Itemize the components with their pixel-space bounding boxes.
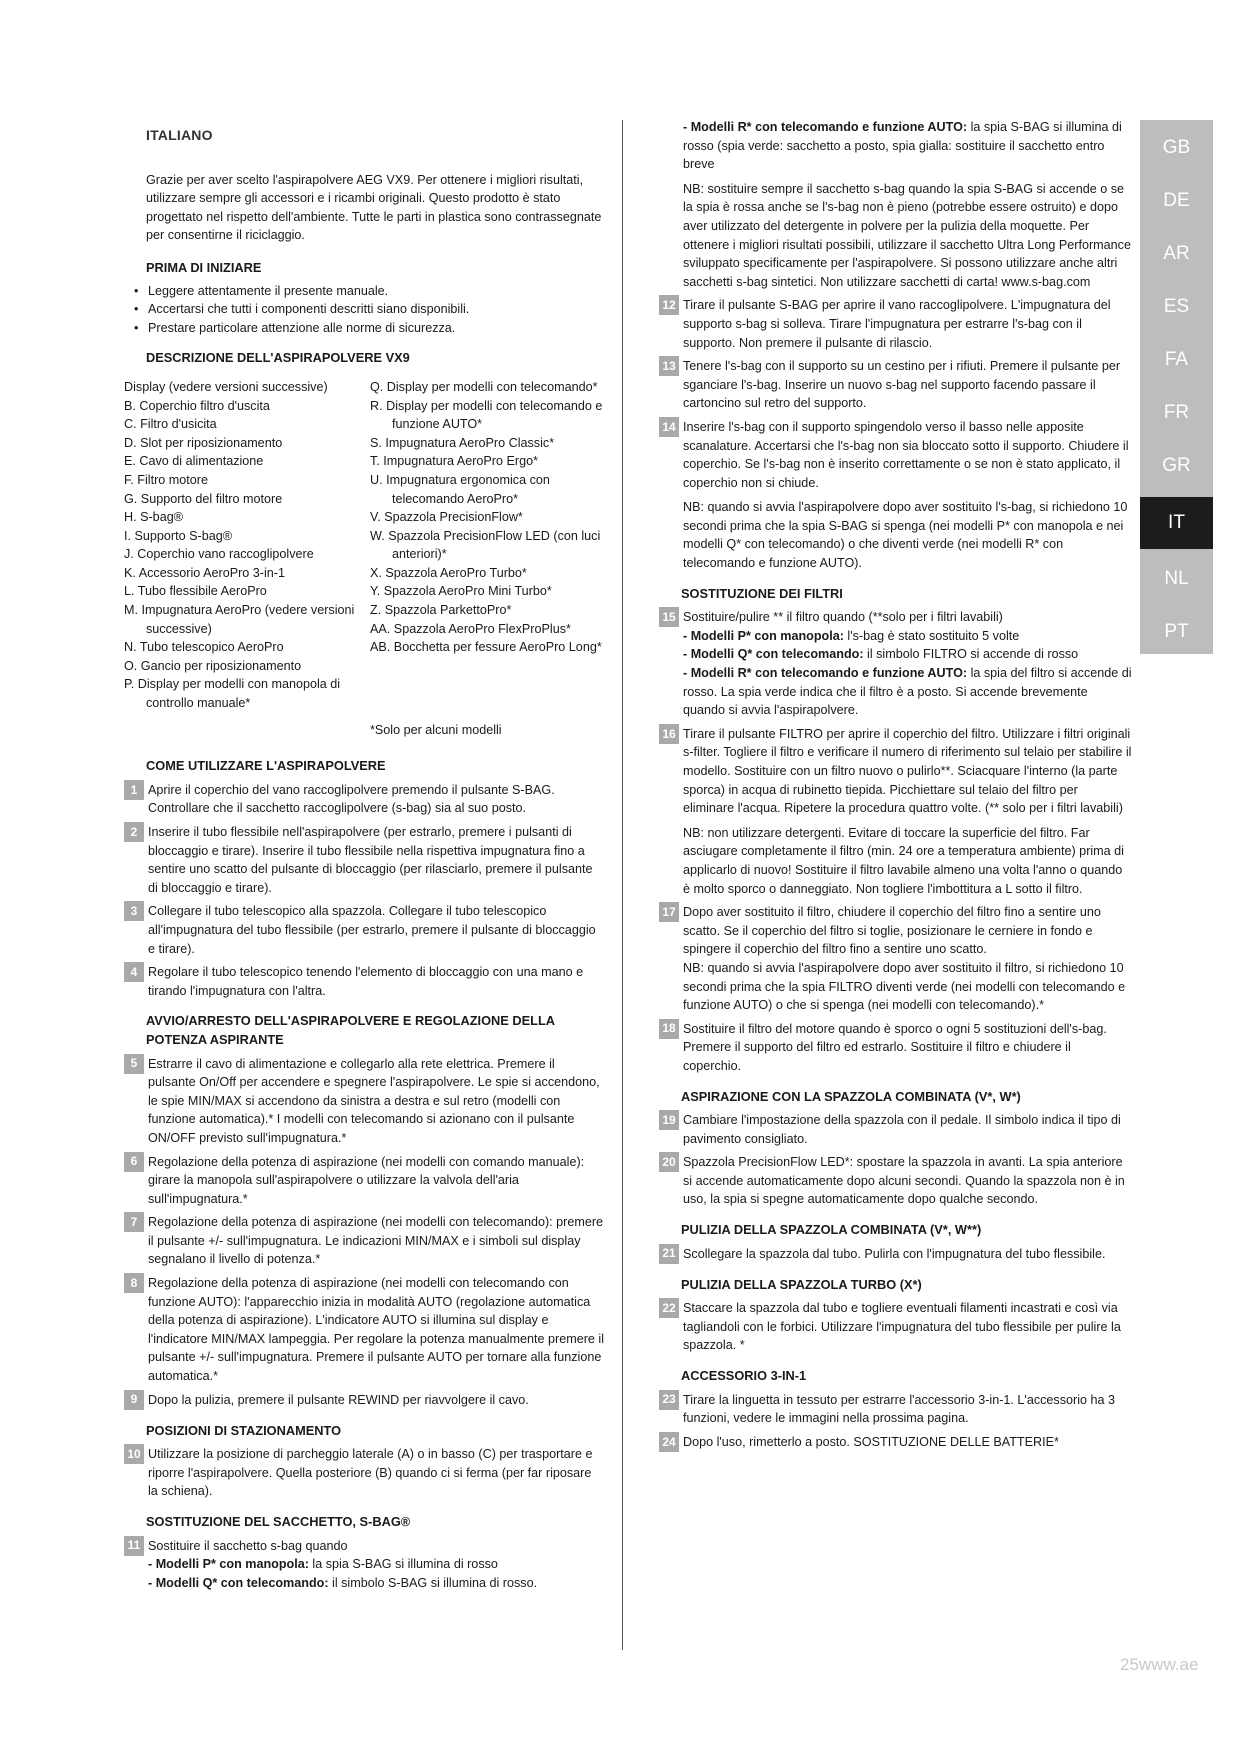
step-text: Dopo l'uso, rimetterlo a posto. SOSTITUZIONE DELLE BATTERIE* xyxy=(683,1434,1059,1449)
step-11-model-p xyxy=(148,1555,604,1574)
model-text: il simbolo FILTRO si accende di rosso xyxy=(863,647,1079,662)
right-column xyxy=(659,118,1132,1456)
tab-es[interactable]: ES xyxy=(1163,295,1190,317)
step-17-text: Dopo aver sostituito il filtro, chiudere il coperchio del filtro fino a sentire uno scatto. Se il coperchio del filtro si toglie, posizionare le cerniere in fondo e spingere il coperchio del filtro fino a sentire uno scatto. xyxy=(683,905,1101,957)
step-text: Staccare la spazzola dal tubo e togliere eventuali filamenti incastrati e così via tagliandoli con le forbici. Utilizzare l'impugnatura del tubo flessibile per pulire la spazzola. * xyxy=(683,1301,1121,1353)
step-text: Regolazione della potenza di aspirazione (nei modelli con telecomando con funzione AUTO): l'apparecchio inizia in modalità AUTO (regolazione automatica della potenza di aspirazione). L'indicatore AUTO si illumina sul display e l'indicatore MIN/MAX lampeggia. Per regolare la potenza manualmente premere il pulsante +/- sull'impugnatura. Premere il pulsante AUTO per tornare alla funzione automatica.* xyxy=(148,1276,605,1384)
step-19 xyxy=(659,1111,1132,1148)
part-item: G. Supporto del filtro motore xyxy=(124,491,283,506)
step-4 xyxy=(124,963,604,1000)
part-item: F. Filtro motore xyxy=(124,472,208,487)
step-text: Collegare il tubo telescopico alla spazzola. Collegare il tubo telescopico all'impugnatura del tubo flessibile (per estrarlo, premere il pulsante di bloccaggio e tirare). xyxy=(148,904,596,956)
step-14-text: Inserire l's-bag con il supporto spingendolo verso il basso nelle apposite scanalature. Accertarsi che l's-bag non sia bloccato sotto il supporto. Chiudere il coperchio. Se l's-bag non è inserito correttamente o se non è stato applicato, il coperchio non si chiude. xyxy=(683,419,1129,490)
step-number: 3 xyxy=(124,901,144,921)
step-text xyxy=(148,1537,604,1593)
model-label: - Modelli R* con telecomando e funzione AUTO: xyxy=(683,120,968,134)
step-text: Estrarre il cavo di alimentazione e collegarlo alla rete elettrica. Premere il pulsante On/Off per accendere e spegnere l'aspirapolvere. Le spie si accendono, le spie MIN/MAX si accendono da sinistra a destra e sul retro (modelli con funzione automatica).* I modelli con telecomando si azionano con il pulsante ON/OFF previsto sull'impugnatura.* xyxy=(148,1056,600,1145)
step-text: Regolazione della potenza di aspirazione (nei modelli con telecomando): premere il pulsante +/- sull'impugnatura. Le indicazioni MIN/MAX e i simboli sul display segnalano il livello di potenza.* xyxy=(148,1215,604,1267)
model-label: - Modelli Q* con telecomando: xyxy=(148,1575,329,1590)
tab-gb[interactable]: GB xyxy=(1162,136,1191,158)
part-item: J. Coperchio vano raccoglipolvere xyxy=(124,547,314,562)
step-23 xyxy=(659,1391,1132,1428)
step-number: 19 xyxy=(659,1110,679,1130)
model-text: il simbolo S-BAG si illumina di rosso. xyxy=(328,1575,538,1590)
step-number: 16 xyxy=(659,724,679,744)
step-text: Regolazione della potenza di aspirazione (nei modelli con comando manuale): girare la manopola sull'aspirapolvere o utilizzare la valvola dell'aria sull'impugnatura.* xyxy=(148,1154,585,1206)
part-item: C. Filtro d'usicita xyxy=(124,417,217,432)
step-9 xyxy=(124,1391,604,1410)
step-number: 20 xyxy=(659,1152,679,1172)
step-text xyxy=(683,725,1132,898)
part-item: D. Slot per riposizionamento xyxy=(124,435,283,450)
step-number: 21 xyxy=(659,1244,679,1264)
part-item: AB. Bocchetta per fessure AeroPro Long* xyxy=(370,640,602,655)
note-step-16: NB: non utilizzare detergenti. Evitare di toccare la superficie del filtro. Far asciugare completamente il filtro (min. 24 ore a temperatura ambiente) prima di applicarlo di nuovo! Sostituire il filtro lavabile almeno una volta l'anno o quando è molto sporco o danneggiato. Non togliere l'imbottitura a L sotto il filtro. xyxy=(683,825,1124,896)
left-column xyxy=(124,118,604,1596)
part-item: Q. Display per modelli con telecomando* xyxy=(370,379,598,394)
part-item: B. Coperchio filtro d'uscita xyxy=(124,398,270,413)
step-3 xyxy=(124,902,604,958)
step-number: 7 xyxy=(124,1212,144,1232)
step-number: 11 xyxy=(124,1536,144,1556)
before-start-list xyxy=(124,282,604,338)
tab-nl[interactable]: NL xyxy=(1164,567,1189,589)
part-item: N. Tubo telescopico AeroPro xyxy=(124,640,284,655)
step-11-intro: Sostituire il sacchetto s-bag quando xyxy=(148,1538,348,1553)
step-21 xyxy=(659,1245,1132,1264)
list-item: • Prestare particolare attenzione alle norme di sicurezza. xyxy=(134,319,604,338)
model-label: - Modelli Q* con telecomando: xyxy=(683,647,864,662)
tab-ar[interactable]: AR xyxy=(1163,242,1190,264)
step-number: 8 xyxy=(124,1273,144,1293)
list-item: • Leggere attentamente il presente manuale. xyxy=(134,282,604,301)
model-label: - Modelli R* con telecomando e funzione AUTO: xyxy=(683,666,968,681)
step-text: Sostituire il filtro del motore quando è sporco o ogni 5 sostituzioni dell's-bag. Premere il supporto del filtro ed estrarlo. Sostituire il filtro e chiudere il coperchio. xyxy=(683,1021,1107,1073)
step-number: 10 xyxy=(124,1444,144,1464)
step-20 xyxy=(659,1153,1132,1209)
step-24 xyxy=(659,1433,1132,1452)
filter-heading: SOSTITUZIONE DEI FILTRI xyxy=(681,585,843,601)
step-10 xyxy=(124,1445,604,1501)
parts-footnote: *Solo per alcuni modelli xyxy=(370,722,502,737)
tab-gr[interactable]: GR xyxy=(1162,454,1191,476)
step-15-model-p xyxy=(683,627,1132,646)
part-item: X. Spazzola AeroPro Turbo* xyxy=(370,565,527,580)
combo-clean-heading: PULIZIA DELLA SPAZZOLA COMBINATA (V*, W**) xyxy=(681,1222,982,1238)
step-7 xyxy=(124,1213,604,1269)
note-step-17: NB: quando si avvia l'aspirapolvere dopo aver sostituito il filtro, si richiedono 10 secondi prima che la spia FILTRO diventi verde (nei modelli con telecomando e funzione AUTO) o che si spenga (nei modelli con telecomando).* xyxy=(683,960,1126,1013)
step-14 xyxy=(659,418,1132,573)
step-text: Cambiare l'impostazione della spazzola con il pedale. Il simbolo indica il tipo di pavimento consigliato. xyxy=(683,1113,1121,1146)
step-16 xyxy=(659,725,1132,898)
part-item: Z. Spazzola ParkettoPro* xyxy=(370,603,512,618)
model-label: - Modelli P* con manopola: xyxy=(683,628,844,643)
step-number: 22 xyxy=(659,1298,679,1318)
step-22 xyxy=(659,1299,1132,1355)
part-item: P. Display per modelli con manopola di controllo manuale* xyxy=(124,677,341,711)
combo-heading: ASPIRAZIONE CON LA SPAZZOLA COMBINATA (V*, W*) xyxy=(681,1088,1021,1104)
model-text: la spia del filtro si accende di rosso. La spia verde indica che il filtro è a posto. Si accende brevemente quando si avvia l'aspirapolvere. xyxy=(683,666,1132,718)
part-item: Y. Spazzola AeroPro Mini Turbo* xyxy=(370,584,552,599)
part-item: U. Impugnatura ergonomica con telecomando AeroPro* xyxy=(370,472,550,506)
tab-pt[interactable]: PT xyxy=(1164,620,1189,642)
watermark: 25www.ae xyxy=(1120,1655,1199,1674)
step-number: 1 xyxy=(124,780,144,800)
model-text: l's-bag è stato sostituito 5 volte xyxy=(843,628,1020,643)
step-number: 5 xyxy=(124,1054,144,1074)
start-stop-heading: AVVIO/ARRESTO DELL'ASPIRAPOLVERE E REGOLAZIONE DELLA POTENZA ASPIRANTE xyxy=(146,1013,555,1047)
bag-heading: SOSTITUZIONE DEL SACCHETTO, S-BAG® xyxy=(146,1514,411,1529)
part-item: S. Impugnatura AeroPro Classic* xyxy=(370,435,555,450)
step-number: 9 xyxy=(124,1390,144,1410)
step-6 xyxy=(124,1153,604,1209)
step-number: 14 xyxy=(659,417,679,437)
part-item: R. Display per modelli con telecomando e funzione AUTO* xyxy=(370,398,603,432)
step-text: Tirare la linguetta in tessuto per estrarre l'accessorio 3-in-1. L'accessorio ha 3 funzioni, vedere le immagini nella prossima pagina. xyxy=(683,1392,1116,1426)
step-number: 2 xyxy=(124,822,144,842)
step-18 xyxy=(659,1020,1132,1076)
before-start-heading: PRIMA DI INIZIARE xyxy=(146,259,262,275)
step-text xyxy=(683,608,1132,720)
part-item: K. Accessorio AeroPro 3-in-1 xyxy=(124,565,285,580)
step-15 xyxy=(659,608,1132,720)
column-divider xyxy=(622,120,623,1650)
part-item: AA. Spazzola AeroPro FlexProPlus* xyxy=(370,621,571,636)
step-16-text: Tirare il pulsante FILTRO per aprire il coperchio del filtro. Utilizzare i filtri originali s-filter. Togliere il filtro e verificare il numero di riferimento sul telaio per stabilire il modello. Sostituire con un filtro nuovo o pulirlo**. Sciacquare l'interno (la parte sporca) in acqua di rubinetto tiepida. Picchiettare sul telaio del filtro per eliminare l'acqua. Ripetere la procedura quattro volte. (** solo per i filtri lavabili) xyxy=(683,726,1132,816)
step-13 xyxy=(659,357,1132,413)
step-text: Spazzola PrecisionFlow LED*: spostare la spazzola in avanti. La spia anteriore si accende automaticamente dopo alcuni secondi. Quando la spazzola non è in uso, la spia si spegne automaticamente dopo qualche secondo. xyxy=(683,1155,1125,1207)
step-17 xyxy=(659,903,1132,1015)
use-heading: COME UTILIZZARE L'ASPIRAPOLVERE xyxy=(146,758,386,774)
step-number: 24 xyxy=(659,1432,679,1452)
part-item: E. Cavo di alimentazione xyxy=(124,454,264,469)
part-item: Display (vedere versioni successive) xyxy=(124,379,328,394)
part-item: O. Gancio per riposizionamento xyxy=(124,658,302,673)
step-15-model-q xyxy=(683,645,1132,664)
parts-list xyxy=(124,378,604,713)
step-11 xyxy=(124,1537,604,1593)
model-text: la spia S-BAG si illumina di rosso xyxy=(308,1557,498,1572)
step-text xyxy=(683,903,1132,1015)
part-item: L. Tubo flessibile AeroPro xyxy=(124,584,267,599)
parts-column-2 xyxy=(370,378,604,713)
description-heading: DESCRIZIONE DELL'ASPIRAPOLVERE VX9 xyxy=(146,350,410,366)
turbo-heading: PULIZIA DELLA SPAZZOLA TURBO (X*) xyxy=(681,1276,922,1292)
step-5 xyxy=(124,1055,604,1148)
part-item: H. S-bag® xyxy=(124,510,183,525)
step-number: 18 xyxy=(659,1019,679,1039)
step-text: Inserire il tubo flessibile nell'aspirapolvere (per estrarlo, premere i pulsanti di bloccaggio e tirare). Inserire il tubo flessibile nella rispettiva impugnatura fino a sentire uno scatto del pulsante di bloccaggio (per rilasciarlo, premere il pulsante di bloccaggio e tirare). xyxy=(148,825,593,895)
part-item: M. Impugnatura AeroPro (vedere versioni successive) xyxy=(124,603,355,636)
model-text: la spia S-BAG si illumina di rosso (spia verde: sacchetto a posto, spia gialla: sostituire il sacchetto entro breve xyxy=(683,120,1122,172)
step-8 xyxy=(124,1274,604,1386)
step-text: Scollegare la spazzola dal tubo. Pulirla con l'impugnatura del tubo flessibile. xyxy=(683,1246,1106,1261)
note-step-14: NB: quando si avvia l'aspirapolvere dopo aver sostituito l's-bag, si richiedono 10 secondi prima che la spia S-BAG si spenga (nei modelli P* con manopola e nei modelli Q* con telecomando) o che diventi verde (nei modelli R* con telecomando e funzione AUTO). xyxy=(683,500,1128,571)
step-number: 13 xyxy=(659,356,679,376)
step-number: 23 xyxy=(659,1390,679,1410)
parts-column-1 xyxy=(124,378,370,713)
tab-de[interactable]: DE xyxy=(1163,189,1190,211)
step-text: Tirare il pulsante S-BAG per aprire il vano raccoglipolvere. L'impugnatura del supporto s-bag si solleva. Tirare l'impugnatura per estrarre l's-bag con il supporto. Non premere il pulsante di rilascio. xyxy=(683,298,1111,350)
tab-fr[interactable]: FR xyxy=(1163,401,1190,423)
step-number: 12 xyxy=(659,295,679,315)
part-item: W. Spazzola PrecisionFlow LED (con luci anteriori)* xyxy=(370,528,601,562)
model-r-bag xyxy=(683,118,1132,174)
language-title: ITALIANO xyxy=(146,127,213,143)
parking-heading: POSIZIONI DI STAZIONAMENTO xyxy=(146,1422,342,1438)
step-text: Aprire il coperchio del vano raccoglipolvere premendo il pulsante S-BAG. Controllare che il sacchetto raccoglipolvere (s-bag) sia al suo posto. xyxy=(148,782,555,816)
part-item: T. Impugnatura AeroPro Ergo* xyxy=(370,454,539,469)
step-11-model-q xyxy=(148,1574,604,1593)
step-1 xyxy=(124,781,604,818)
step-15-intro: Sostituire/pulire ** il filtro quando (**solo per i filtri lavabili) xyxy=(683,610,1003,625)
list-item: • Accertarsi che tutti i componenti descritti siano disponibili. xyxy=(134,300,604,319)
step-text xyxy=(683,418,1132,573)
step-number: 4 xyxy=(124,962,144,982)
note-bag: NB: sostituire sempre il sacchetto s-bag quando la spia S-BAG si accende o se la spia è rossa anche se l's-bag non è pieno (potrebbe essere ostruito) e dopo aver utilizzato del detergente in polvere per la pulizia della moquette. Per ottenere i migliori risultati possibili, utilizzare il sacchetto Ultra Long Performance sviluppato specificamente per l'aspirapolvere. Si possono utilizzare anche altri sacchetti s-bag sintetici. Non utilizzare sacchetti di carta! www.s-bag.com xyxy=(683,181,1131,289)
tab-it[interactable]: IT xyxy=(1140,497,1213,549)
step-text: Dopo la pulizia, premere il pulsante REWIND per riavvolgere il cavo. xyxy=(148,1392,529,1407)
step-15-model-r xyxy=(683,664,1132,720)
step-number: 6 xyxy=(124,1152,144,1172)
step-text: Regolare il tubo telescopico tenendo l'elemento di bloccaggio con una mano e tirando l'impugnatura con l'altra. xyxy=(148,965,584,998)
step-2 xyxy=(124,823,604,897)
part-item: V. Spazzola PrecisionFlow* xyxy=(370,510,523,525)
step-text: Utilizzare la posizione di parcheggio laterale (A) o in basso (C) per trasportare e riporre l'aspirapolvere. Quella posteriore (B) quando ci si ferma (per far riposare la schiena). xyxy=(148,1447,593,1499)
accessory-heading: ACCESSORIO 3-IN-1 xyxy=(681,1368,807,1384)
intro-paragraph: Grazie per aver scelto l'aspirapolvere AEG VX9. Per ottenere i migliori risultati, utilizzare sempre gli accessori e i ricambi originali. Questo prodotto è stato progettato nel rispetto dell'ambiente. Tutte le parti in plastica sono contrassegnate per consentirne il riciclaggio. xyxy=(146,172,602,243)
step-number: 17 xyxy=(659,902,679,922)
tab-fa[interactable]: FA xyxy=(1164,348,1189,370)
model-label: - Modelli P* con manopola: xyxy=(148,1557,309,1572)
part-item: I. Supporto S-bag® xyxy=(124,528,232,543)
step-number: 15 xyxy=(659,607,679,627)
step-12 xyxy=(659,296,1132,352)
step-text: Tenere l's-bag con il supporto su un cestino per i rifiuti. Premere il pulsante per sganciare l's-bag. Inserire un nuovo s-bag nel supporto facendo passare il cartoncino sul retro del supporto. xyxy=(683,359,1121,411)
